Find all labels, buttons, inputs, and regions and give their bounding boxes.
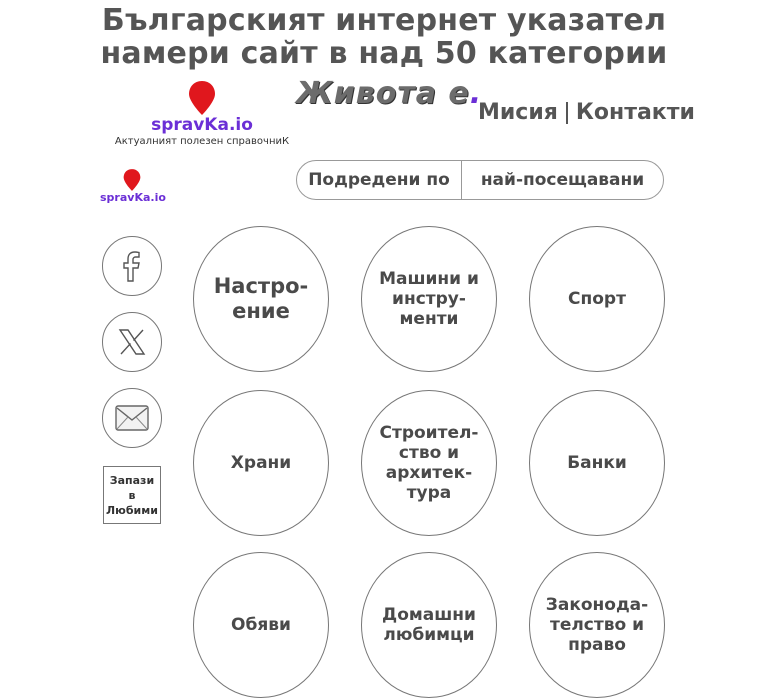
logo-tagline: Актуалният полезен справочниК xyxy=(114,136,290,147)
category-sport[interactable]: Спорт xyxy=(529,226,665,372)
brand-text: Живота е xyxy=(296,76,470,111)
map-pin-icon xyxy=(188,80,216,116)
category-foods[interactable]: Храни xyxy=(193,390,329,536)
x-icon xyxy=(117,327,147,357)
logo-large[interactable] xyxy=(104,80,300,148)
nav-contacts-link[interactable]: Контакти xyxy=(575,100,695,125)
sort-label: Подредени по xyxy=(297,161,462,199)
x-share-button[interactable] xyxy=(102,312,162,372)
sort-selector[interactable] xyxy=(296,160,664,200)
category-construction[interactable]: Строител- ство и архитек- тура xyxy=(361,390,497,536)
favorites-label: Запази в Любими xyxy=(106,473,158,517)
logo-small-name: spravKa.io xyxy=(100,191,166,204)
nav-mission-link[interactable]: Мисия xyxy=(478,100,558,125)
top-nav xyxy=(478,100,695,125)
category-banks[interactable]: Банки xyxy=(529,390,665,536)
category-law[interactable]: Законода- телство и право xyxy=(529,552,665,698)
sort-value-dropdown[interactable]: най-посещавани xyxy=(480,170,645,190)
brand-zhivota-logo[interactable] xyxy=(296,76,482,111)
nav-divider xyxy=(566,102,568,124)
mail-icon xyxy=(115,405,149,431)
page-title-line-2: намери сайт в над 50 категории xyxy=(100,36,668,71)
add-to-favorites-button[interactable] xyxy=(103,466,161,524)
email-share-button[interactable] xyxy=(102,388,162,448)
logo-small[interactable] xyxy=(100,168,164,204)
brand-dot: . xyxy=(469,76,483,111)
facebook-share-button[interactable] xyxy=(102,236,162,296)
category-pets[interactable]: Домашни любимци xyxy=(361,552,497,698)
map-pin-icon xyxy=(123,168,141,192)
logo-name: spravKa.io xyxy=(151,115,253,135)
facebook-icon xyxy=(117,249,147,283)
category-machines-tools[interactable]: Машини и инстру- менти xyxy=(361,226,497,372)
category-ads[interactable]: Обяви xyxy=(193,552,329,698)
page-title-line-1: Българският интернет указател xyxy=(101,3,667,38)
category-mood[interactable]: Настро- ение xyxy=(193,226,329,372)
